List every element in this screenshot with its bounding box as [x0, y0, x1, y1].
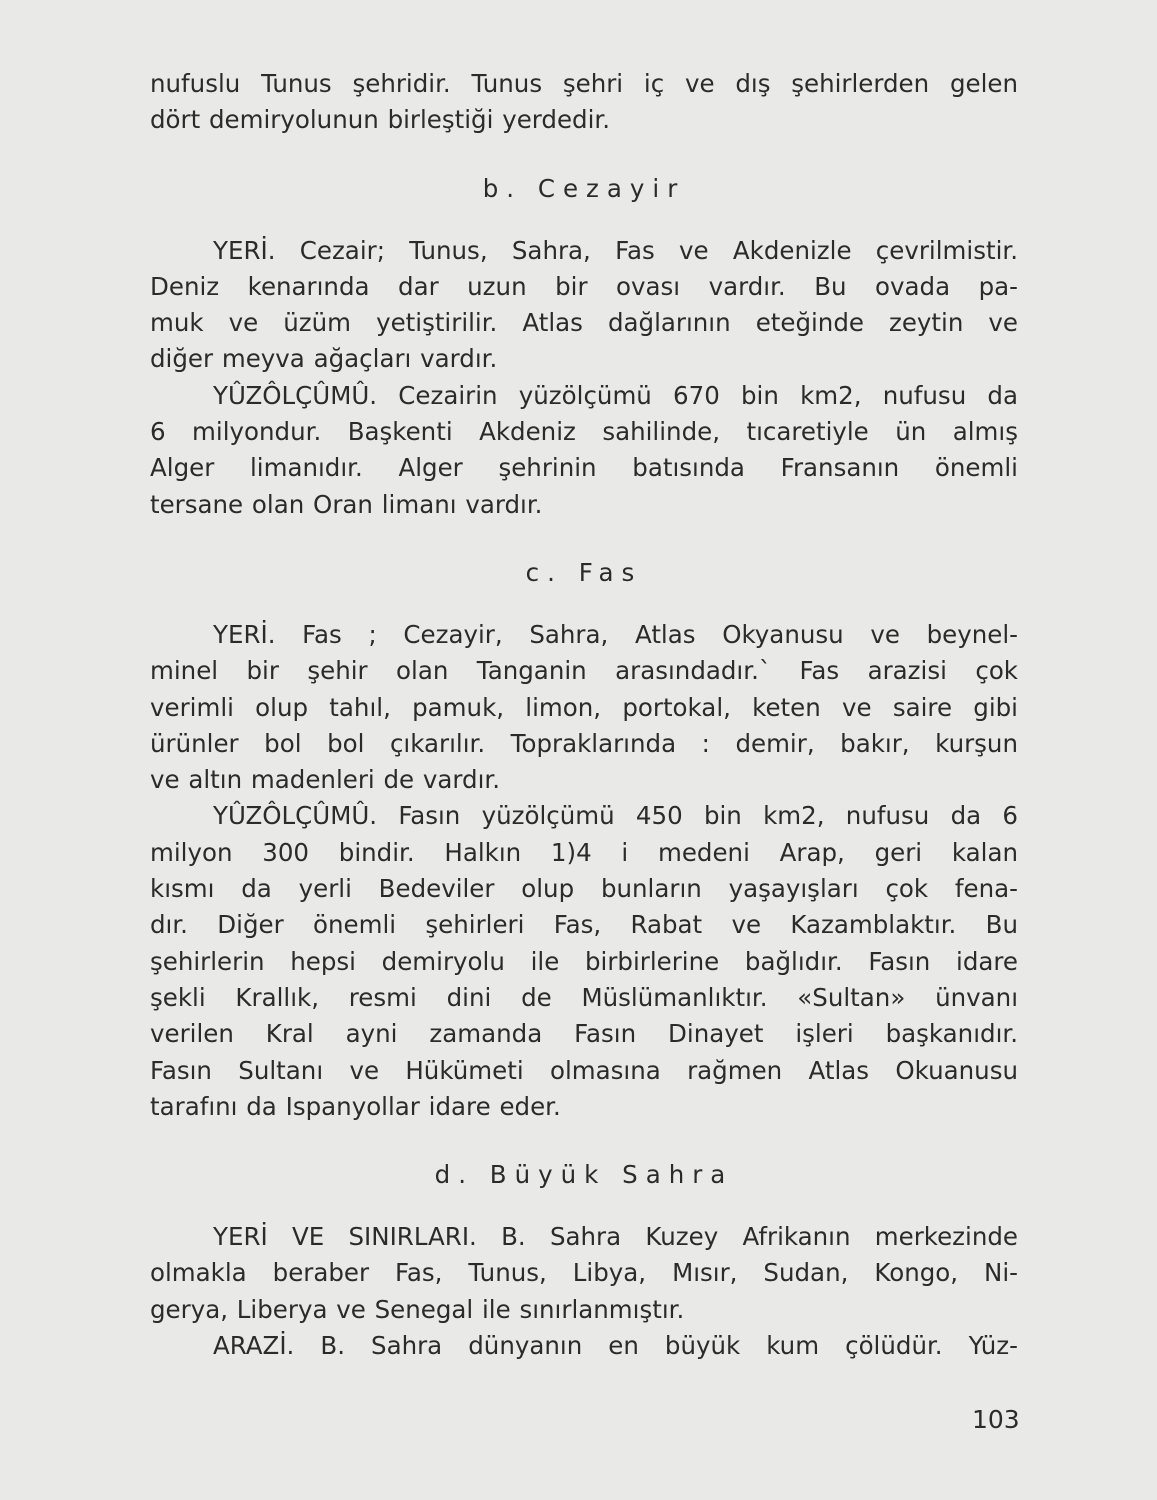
page-number: 103: [972, 1405, 1020, 1434]
text-line: tersane olan Oran limanı vardır.: [150, 489, 543, 519]
text-line: YÛZÔLÇÛMÛ. Cezairin yüzölçümü 670 bin km2, nufusu da: [213, 380, 1018, 410]
cezayir-area-paragraph: [150, 378, 1018, 523]
text-line: YÛZÔLÇÛMÛ. Fasın yüzölçümü 450 bin km2, nufusu da 6: [213, 801, 1018, 831]
text-line: dört demiryolunun birleştiği yerdedir.: [150, 105, 611, 135]
fas-area-paragraph: [150, 798, 1018, 1125]
page-body: [150, 66, 1018, 1446]
sahra-location-paragraph: [150, 1219, 1018, 1328]
text-line: Alger limanıdır. Alger şehrinin batısında Fransanın önemli: [150, 453, 1018, 483]
text-line: kısmı da yerli Bedeviler olup bunların yaşayışları çok fena-: [150, 874, 1018, 904]
sahra-terrain-paragraph: [150, 1328, 1018, 1364]
text-line: şekli Krallık, resmi dini de Müslümanlıktır. «Sultan» ünvanı: [150, 982, 1018, 1012]
text-line: dır. Diğer önemli şehirleri Fas, Rabat ve Kazamblaktır. Bu: [150, 910, 1018, 940]
text-line: ürünler bol bol çıkarılır. Topraklarında : demir, bakır, kurşun: [150, 728, 1018, 758]
section-heading-cezayir: b. Cezayir: [482, 173, 686, 203]
text-line: nufuslu Tunus şehridir. Tunus şehri iç ve dış şehirlerden gelen: [150, 69, 1018, 98]
text-line: minel bir şehir olan Tanganin arasındadır.` Fas arazisi çok: [150, 656, 1018, 686]
text-line: verimli olup tahıl, pamuk, limon, portokal, keten ve saire gibi: [150, 692, 1018, 722]
text-line: tarafını da Ispanyollar idare eder.: [150, 1091, 561, 1121]
text-line: olmakla beraber Fas, Tunus, Libya, Mısır, Sudan, Kongo, Ni-: [150, 1258, 1018, 1288]
intro-paragraph: [150, 66, 1018, 139]
fas-location-paragraph: [150, 617, 1018, 798]
text-line: YERİ. Cezair; Tunus, Sahra, Fas ve Akdenizle çevrilmistir.: [213, 235, 1018, 265]
text-line: gerya, Liberya ve Senegal ile sınırlanmıştır.: [150, 1294, 685, 1324]
text-line: ve altın madenleri de vardır.: [150, 765, 501, 795]
section-heading-buyuk-sahra: d. Büyük Sahra: [434, 1160, 734, 1190]
text-line: ARAZİ. B. Sahra dünyanın en büyük kum çölüdür. Yüz-: [213, 1331, 1018, 1361]
text-line: 6 milyondur. Başkenti Akdeniz sahilinde, tıcaretiyle ün almış: [150, 417, 1018, 447]
text-line: Deniz kenarında dar uzun bir ovası vardır. Bu ovada pa-: [150, 271, 1018, 301]
section-heading-fas: c. Fas: [525, 557, 643, 587]
text-line: Fasın Sultanı ve Hükümeti olmasına rağmen Atlas Okuanusu: [150, 1055, 1018, 1085]
text-line: şehirlerin hepsi demiryolu ile birbirlerine bağlıdır. Fasın idare: [150, 946, 1018, 976]
text-line: milyon 300 bindir. Halkın 1)4 i medeni Arap, geri kalan: [150, 837, 1018, 867]
text-line: YERİ. Fas ; Cezayir, Sahra, Atlas Okyanusu ve beynel-: [213, 619, 1018, 649]
text-line: YERİ VE SINIRLARI. B. Sahra Kuzey Afrikanın merkezinde: [213, 1222, 1018, 1252]
text-line: verilen Kral ayni zamanda Fasın Dinayet işleri başkanıdır.: [150, 1019, 1018, 1049]
cezayir-location-paragraph: [150, 233, 1018, 378]
text-line: muk ve üzüm yetiştirilir. Atlas dağlarının eteğinde zeytin ve: [150, 308, 1018, 338]
text-line: diğer meyva ağaçları vardır.: [150, 344, 498, 374]
